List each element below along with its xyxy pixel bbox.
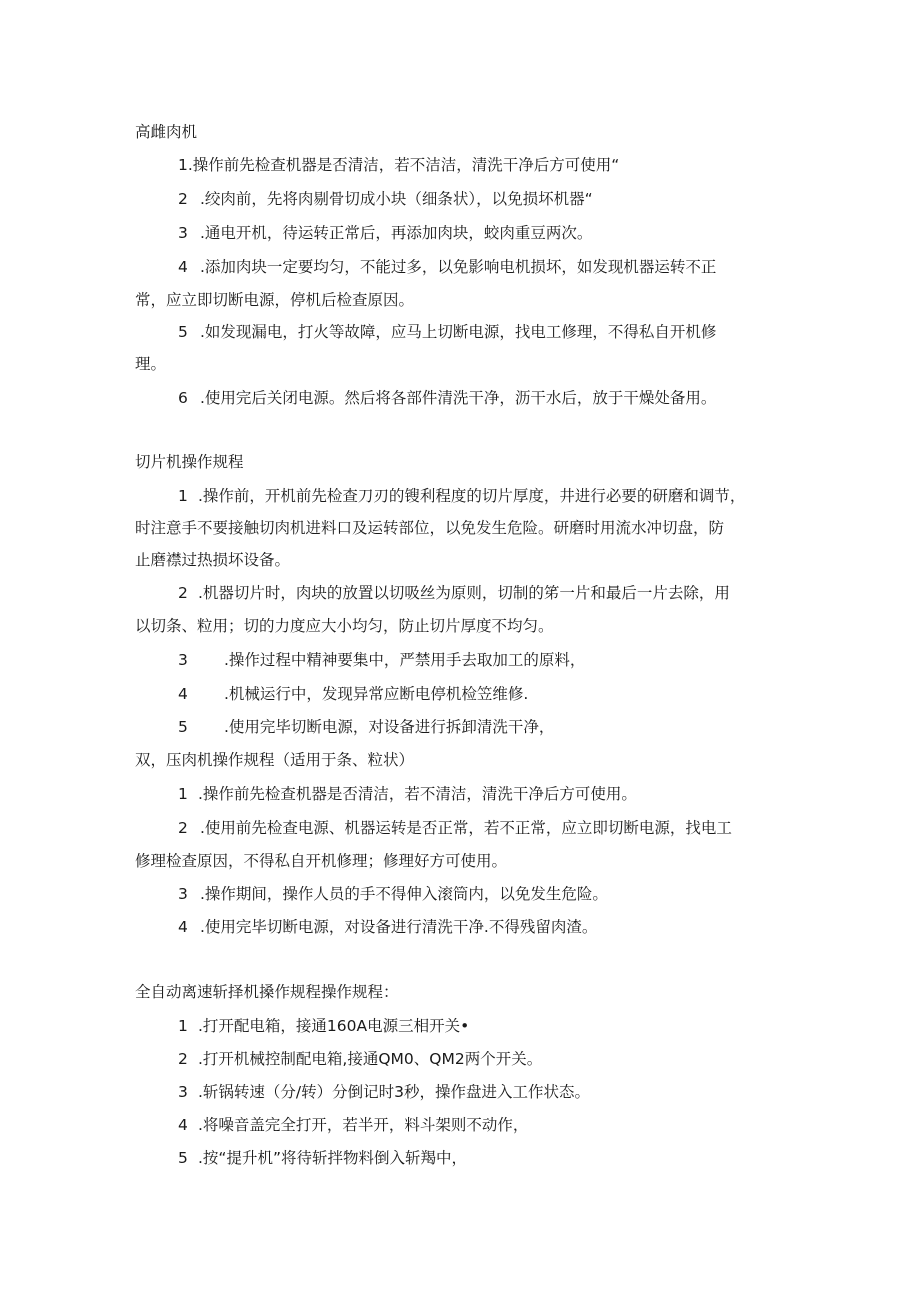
list-item-number: 2 [178, 190, 188, 208]
list-item-text: .操作期间，操作人员的手不得伸入滚筒内，以免发生危险。 [200, 885, 608, 903]
list-item-text: 1.操作前先检查机器是否清洁，若不洁洁，清洗干净后方可使用“ [178, 156, 620, 174]
list-item-number: 2 [178, 584, 188, 602]
list-item-number: 4 [178, 685, 188, 703]
list-item-number: 4 [178, 258, 188, 276]
list-item-text-continued: 止磨襟过热损坏设备。 [135, 551, 291, 569]
list-item-text: .机械运行中，发现异常应断电停机检笠维修. [224, 685, 529, 703]
list-item-text: .使用完后关闭电源。然后将各部件清洗干净，沥干水后，放于干燥处备用。 [200, 389, 717, 407]
list-item-number: 5 [178, 1149, 188, 1167]
list-item-text: .斩锅转速（分/转）分倒记时3秒，操作盘进入工作状态。 [198, 1083, 591, 1101]
list-item-text: .绞肉前，先将肉剔骨切成小块（细条状），以免损坏机器“ [200, 190, 593, 208]
list-item-number: 5 [178, 718, 188, 736]
list-item-number: 1 [178, 1017, 188, 1035]
section-title: 高雌肉机 [135, 123, 198, 141]
list-item-number: 2 [178, 819, 188, 837]
list-item-text: .使用完毕切断电源，对设备进行拆卸清洗干净， [224, 718, 555, 736]
section-title: 双，压肉机操作规程（适用于条、粒状） [135, 751, 415, 769]
list-item-number: 4 [178, 1116, 188, 1134]
list-item-text-continued: 修理检查原因，不得私自开机修理；修理好方可使用。 [135, 852, 508, 870]
list-item-text: .如发现漏电，打火等故障，应马上切断电源，找电工修理，不得私自开机修 [200, 323, 717, 341]
list-item-text: .按“提升机”将待斩拌物料倒入斩羯中， [198, 1149, 467, 1167]
section-title: 切片机操作规程 [135, 453, 244, 471]
list-item-text: .通电开机，待运转正常后，再添加肉块，蛟肉重豆两次。 [200, 224, 593, 242]
list-item-number: 3 [178, 1083, 188, 1101]
list-item-text: .操作前，开机前先检查刀刃的锼利程度的切片厚度，井进行必要的研磨和调节， [198, 487, 746, 505]
list-item-text: .将噪音盖完全打开，若半开，料斗架则不动作， [198, 1116, 529, 1134]
section-title: 全自动离速斩择机搡作规程操作规程： [135, 983, 399, 1001]
list-item-number: 5 [178, 323, 188, 341]
list-item-number: 1 [178, 487, 188, 505]
list-item-number: 4 [178, 918, 188, 936]
list-item-text: .使用完毕切断电源，对设备进行清洗干净.不得残留肉渣。 [200, 918, 598, 936]
list-item-number: 3 [178, 651, 188, 669]
list-item-number: 2 [178, 1050, 188, 1068]
list-item-text: .打开机械控制配电箱,接通QM0、QM2两个开关。 [198, 1050, 543, 1068]
list-item-number: 3 [178, 224, 188, 242]
list-item-text: .添加肉块一定要均匀，不能过多，以免影响电机损坏，如发现机器运转不正 [200, 258, 717, 276]
list-item-text: .操作前先检查机器是否清洁，若不清洁，清洗干净后方可使用。 [198, 785, 637, 803]
list-item-text: .操作过程中精神要集中，严禁用手去取加工的原料， [224, 651, 586, 669]
list-item-text-continued: 理。 [135, 355, 167, 373]
list-item-number: 3 [178, 885, 188, 903]
list-item-text: .打开配电箱，接通160A电源三相开关• [198, 1017, 470, 1035]
list-item-text-continued: 时注意手不要接触切肉机进料口及运转部位，以免发生危险。研磨时用流水冲切盘，防 [135, 519, 725, 537]
list-item-text: .机器切片时，肉块的放置以切吸丝为原则，切制的笫一片和最后一片去除，用 [198, 584, 730, 602]
list-item-text-continued: 常，应立即切断电源，停机后检查原因。 [135, 291, 415, 309]
list-item-text: .使用前先检查电源、机器运转是否正常，若不正常，应立即切断电源，找电工 [200, 819, 732, 837]
list-item-number: 6 [178, 389, 188, 407]
list-item-text-continued: 以切条、粒用；切的力度应大小均匀，防止切片厚度不均匀。 [135, 617, 554, 635]
list-item-number: 1 [178, 785, 188, 803]
